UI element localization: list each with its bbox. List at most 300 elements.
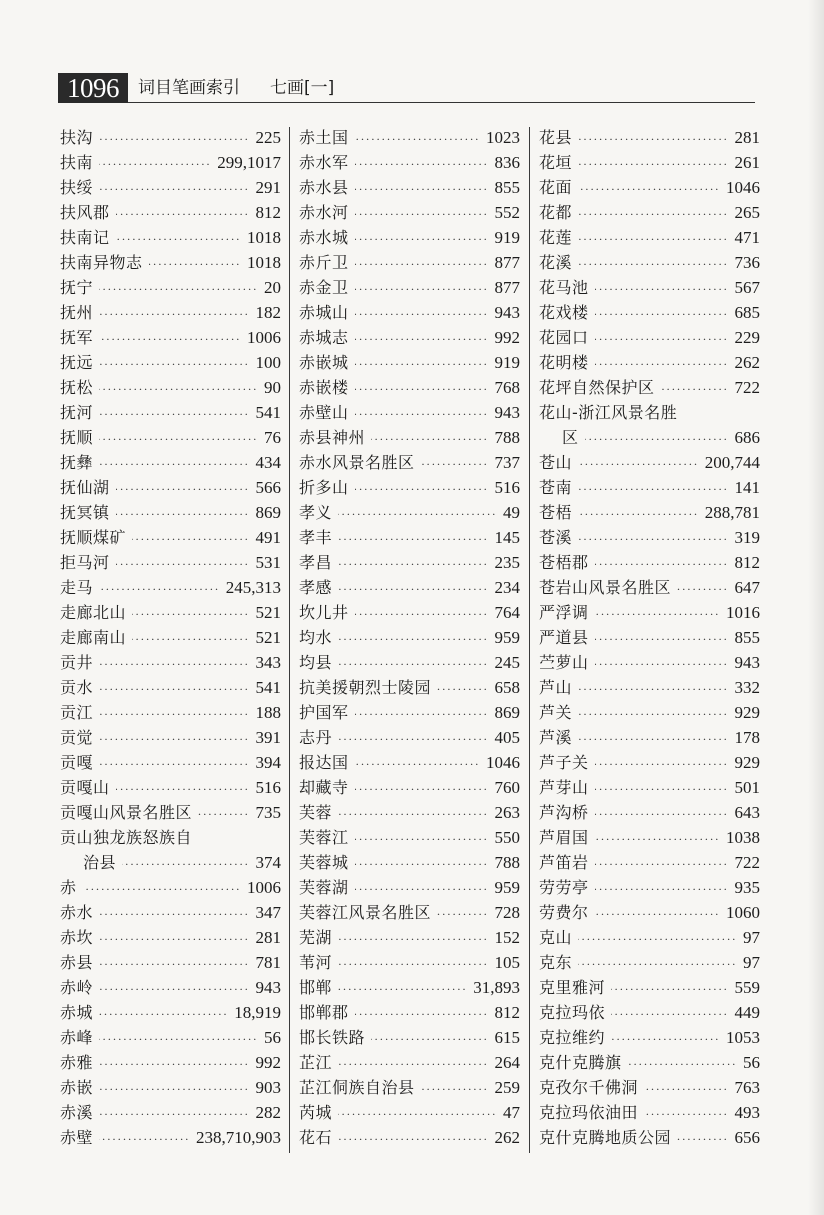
index-entry	[60, 600, 281, 625]
index-entry	[60, 1025, 281, 1050]
dot-leader	[421, 1077, 489, 1100]
entry-term: 克拉维约	[539, 1028, 606, 1047]
index-entry	[539, 825, 760, 850]
dot-leader	[578, 152, 728, 175]
index-entry	[60, 200, 281, 225]
entry-term: 花山-浙江风景名胜	[539, 403, 678, 422]
dot-leader	[338, 652, 488, 675]
index-entry	[299, 900, 520, 925]
entry-term: 孝感	[299, 578, 333, 597]
dot-leader	[578, 952, 737, 975]
entry-page-numbers: 1016	[726, 603, 760, 622]
entry-term: 扶绥	[60, 178, 94, 197]
entry-page-numbers: 145	[494, 528, 520, 547]
entry-term: 花垣	[539, 153, 573, 172]
entry-term: 赤斤卫	[299, 253, 349, 272]
entry-page-numbers: 877	[494, 253, 520, 272]
entry-page-numbers: 935	[734, 878, 760, 897]
dot-leader	[661, 377, 729, 400]
index-entry	[539, 500, 760, 525]
entry-page-numbers: 47	[503, 1103, 520, 1122]
index-entry	[539, 325, 760, 350]
index-entry	[299, 600, 520, 625]
entry-term: 赤城	[60, 1003, 94, 1022]
entry-page-numbers: 332	[734, 678, 760, 697]
entry-term: 邯郸郡	[299, 1003, 349, 1022]
entry-page-numbers: 343	[255, 653, 281, 672]
entry-term: 赤水	[60, 903, 94, 922]
entry-page-numbers: 282	[255, 1103, 281, 1122]
entry-term: 赤峰	[60, 1028, 94, 1047]
entry-term: 抚松	[60, 378, 94, 397]
entry-term: 芦笛岩	[539, 853, 589, 872]
entry-page-numbers: 291	[255, 178, 281, 197]
entry-page-numbers: 1038	[726, 828, 760, 847]
dot-leader	[338, 552, 488, 575]
index-entry	[299, 825, 520, 850]
index-entry	[539, 625, 760, 650]
index-entry	[299, 950, 520, 975]
index-entry	[539, 975, 760, 1000]
dot-leader	[99, 1027, 258, 1050]
entry-term: 孝义	[299, 503, 333, 522]
index-entry	[539, 175, 760, 200]
index-entry	[60, 725, 281, 750]
entry-page-numbers: 559	[734, 978, 760, 997]
entry-term: 赤县神州	[299, 428, 366, 447]
entry-term: 苎萝山	[539, 653, 589, 672]
entry-page-numbers: 200,744	[704, 453, 760, 472]
entry-page-numbers: 264	[494, 1053, 520, 1072]
entry-page-numbers: 1046	[486, 753, 520, 772]
index-column-2	[299, 125, 520, 1150]
index-entry	[299, 925, 520, 950]
dot-leader	[99, 352, 249, 375]
index-entry	[539, 925, 760, 950]
index-entry	[60, 975, 281, 1000]
dot-leader	[122, 852, 249, 875]
entry-term: 贡嘎	[60, 753, 94, 772]
index-entry	[60, 825, 281, 850]
index-entry	[299, 275, 520, 300]
entry-term: 苍溪	[539, 528, 573, 547]
entry-page-numbers: 178	[734, 728, 760, 747]
index-entry	[299, 800, 520, 825]
entry-page-numbers: 728	[494, 903, 520, 922]
entry-page-numbers: 943	[494, 303, 520, 322]
index-entry	[299, 675, 520, 700]
dot-leader	[338, 802, 488, 825]
dot-leader	[338, 502, 497, 525]
dot-leader	[578, 527, 728, 550]
index-entry	[60, 875, 281, 900]
index-entry	[299, 750, 520, 775]
entry-term: 芷江侗族自治县	[299, 1078, 415, 1097]
dot-leader	[198, 802, 249, 825]
entry-term: 抚军	[60, 328, 94, 347]
entry-page-numbers: 1060	[726, 903, 760, 922]
index-entry	[60, 275, 281, 300]
entry-term: 折多山	[299, 478, 349, 497]
dot-leader	[595, 652, 729, 675]
running-header	[58, 73, 755, 103]
entry-term: 苍梧	[539, 503, 573, 522]
dot-leader	[644, 1102, 728, 1125]
dot-leader	[595, 827, 720, 850]
dot-leader	[355, 152, 489, 175]
dot-leader	[595, 777, 729, 800]
entry-term: 抚顺	[60, 428, 94, 447]
entry-term: 孝昌	[299, 553, 333, 572]
index-entry	[539, 850, 760, 875]
index-entry	[539, 700, 760, 725]
index-entry	[60, 675, 281, 700]
index-entry	[539, 575, 760, 600]
index-entry	[60, 750, 281, 775]
dot-leader	[99, 127, 249, 150]
index-entry	[539, 425, 760, 450]
entry-term: 扶风郡	[60, 203, 110, 222]
dot-leader	[611, 1027, 720, 1050]
entry-term: 芮城	[299, 1103, 333, 1122]
entry-page-numbers: 855	[734, 628, 760, 647]
index-entry	[299, 1100, 520, 1125]
entry-term: 芦山	[539, 678, 573, 697]
index-columns	[58, 125, 758, 1155]
index-entry	[539, 300, 760, 325]
entry-page-numbers: 1006	[247, 328, 281, 347]
entry-term: 花面	[539, 178, 573, 197]
index-entry	[60, 250, 281, 275]
entry-page-numbers: 319	[734, 528, 760, 547]
index-entry	[299, 250, 520, 275]
index-entry	[60, 225, 281, 250]
entry-term: 芷江	[299, 1053, 333, 1072]
dot-leader	[99, 377, 258, 400]
dot-leader	[595, 627, 729, 650]
index-entry	[299, 325, 520, 350]
entry-page-numbers: 919	[494, 228, 520, 247]
dot-leader	[355, 402, 489, 425]
index-entry	[60, 550, 281, 575]
index-entry	[539, 200, 760, 225]
entry-term: 赤坎	[60, 928, 94, 947]
entry-term: 严浮调	[539, 603, 589, 622]
entry-term: 赤水军	[299, 153, 349, 172]
entry-term: 扶南	[60, 153, 94, 172]
dot-leader	[595, 352, 729, 375]
entry-term: 抚宁	[60, 278, 94, 297]
entry-term: 芦关	[539, 703, 573, 722]
entry-page-numbers: 736	[734, 253, 760, 272]
index-entry	[60, 900, 281, 925]
dot-leader	[578, 177, 720, 200]
entry-page-numbers: 959	[494, 628, 520, 647]
entry-page-numbers: 245	[494, 653, 520, 672]
entry-page-numbers: 919	[494, 353, 520, 372]
entry-page-numbers: 141	[734, 478, 760, 497]
index-entry	[539, 150, 760, 175]
entry-page-numbers: 531	[255, 553, 281, 572]
dot-leader	[355, 877, 489, 900]
dot-leader	[99, 1002, 228, 1025]
dot-leader	[611, 1002, 728, 1025]
dot-leader	[611, 977, 728, 1000]
dot-leader	[355, 127, 480, 150]
entry-page-numbers: 869	[494, 703, 520, 722]
index-entry	[299, 175, 520, 200]
entry-page-numbers: 943	[734, 653, 760, 672]
index-entry	[60, 575, 281, 600]
entry-page-numbers: 262	[494, 1128, 520, 1147]
index-entry	[539, 725, 760, 750]
entry-term: 克孜尔千佛洞	[539, 1078, 639, 1097]
dot-leader	[578, 477, 728, 500]
dot-leader	[83, 877, 241, 900]
entry-page-numbers: 263	[494, 803, 520, 822]
index-entry	[299, 150, 520, 175]
entry-page-numbers: 768	[494, 378, 520, 397]
dot-leader	[355, 227, 489, 250]
index-entry	[60, 775, 281, 800]
entry-page-numbers: 541	[255, 403, 281, 422]
entry-term: 花坪自然保护区	[539, 378, 655, 397]
entry-term: 花马池	[539, 278, 589, 297]
index-entry	[299, 1000, 520, 1025]
column-divider	[529, 127, 530, 1153]
entry-page-numbers: 471	[734, 228, 760, 247]
entry-term: 花县	[539, 128, 573, 147]
index-entry	[539, 550, 760, 575]
column-divider	[289, 127, 290, 1153]
entry-page-numbers: 501	[734, 778, 760, 797]
dot-leader	[355, 752, 480, 775]
index-entry	[60, 800, 281, 825]
entry-term: 芦芽山	[539, 778, 589, 797]
entry-term: 苍梧郡	[539, 553, 589, 572]
dot-leader	[355, 777, 489, 800]
entry-term: 抚州	[60, 303, 94, 322]
index-entry	[539, 275, 760, 300]
dot-leader	[99, 1127, 190, 1150]
index-entry	[60, 950, 281, 975]
index-entry	[299, 125, 520, 150]
index-entry	[539, 875, 760, 900]
entry-page-numbers: 288,781	[704, 503, 760, 522]
entry-term: 苍岩山风景名胜区	[539, 578, 672, 597]
entry-term: 均县	[299, 653, 333, 672]
entry-term: 却藏寺	[299, 778, 349, 797]
dot-leader	[677, 1127, 728, 1150]
entry-term: 赤城山	[299, 303, 349, 322]
entry-page-numbers: 521	[255, 603, 281, 622]
index-entry	[299, 1125, 520, 1150]
entry-term: 赤县	[60, 953, 94, 972]
dot-leader	[132, 527, 249, 550]
entry-page-numbers: 656	[734, 1128, 760, 1147]
index-entry	[539, 750, 760, 775]
entry-page-numbers: 491	[255, 528, 281, 547]
entry-term: 赤壁	[60, 1128, 94, 1147]
entry-term: 志丹	[299, 728, 333, 747]
entry-term: 芦沟桥	[539, 803, 589, 822]
entry-term: 花莲	[539, 228, 573, 247]
index-entry	[539, 775, 760, 800]
index-entry	[299, 450, 520, 475]
entry-page-numbers: 281	[734, 128, 760, 147]
entry-page-numbers: 225	[255, 128, 281, 147]
index-entry	[299, 475, 520, 500]
entry-term: 赤金卫	[299, 278, 349, 297]
entry-page-numbers: 943	[255, 978, 281, 997]
entry-page-numbers: 493	[734, 1103, 760, 1122]
dot-leader	[99, 452, 249, 475]
dot-leader	[578, 127, 728, 150]
index-entry	[299, 1075, 520, 1100]
entry-term: 邯郸	[299, 978, 333, 997]
index-entry	[60, 150, 281, 175]
dot-leader	[99, 177, 249, 200]
entry-term: 拒马河	[60, 553, 110, 572]
dot-leader	[371, 1027, 488, 1050]
index-entry	[60, 325, 281, 350]
entry-page-numbers: 299,1017	[217, 153, 281, 172]
entry-page-numbers: 347	[255, 903, 281, 922]
entry-page-numbers: 90	[264, 378, 281, 397]
dot-leader	[371, 427, 488, 450]
entry-term: 抚仙湖	[60, 478, 110, 497]
entry-page-numbers: 18,919	[234, 1003, 281, 1022]
dot-leader	[99, 327, 241, 350]
index-entry	[299, 300, 520, 325]
entry-page-numbers: 615	[494, 1028, 520, 1047]
entry-term: 克拉玛依	[539, 1003, 606, 1022]
header-title: 词目笔画索引	[138, 78, 240, 98]
index-entry	[60, 525, 281, 550]
entry-page-numbers: 658	[494, 678, 520, 697]
index-entry	[299, 1050, 520, 1075]
dot-leader	[99, 1077, 249, 1100]
entry-term: 芦子关	[539, 753, 589, 772]
header-section: 七画[一]	[270, 78, 335, 98]
entry-term: 赤嵌	[60, 1078, 94, 1097]
entry-term: 区	[562, 428, 579, 447]
dot-leader	[677, 577, 728, 600]
entry-page-numbers: 1023	[486, 128, 520, 147]
index-entry	[539, 1100, 760, 1125]
dot-leader	[116, 777, 250, 800]
entry-page-numbers: 855	[494, 178, 520, 197]
entry-term: 苍山	[539, 453, 573, 472]
entry-page-numbers: 405	[494, 728, 520, 747]
entry-page-numbers: 20	[264, 278, 281, 297]
dot-leader	[355, 202, 489, 225]
index-entry	[539, 1025, 760, 1050]
entry-page-numbers: 234	[494, 578, 520, 597]
entry-term: 花明楼	[539, 353, 589, 372]
entry-term: 劳费尔	[539, 903, 589, 922]
entry-page-numbers: 516	[494, 478, 520, 497]
entry-term: 芙蓉江	[299, 828, 349, 847]
entry-page-numbers: 550	[494, 828, 520, 847]
entry-page-numbers: 812	[255, 203, 281, 222]
entry-term: 贡嘎山	[60, 778, 110, 797]
entry-page-numbers: 259	[494, 1078, 520, 1097]
entry-term: 花园口	[539, 328, 589, 347]
index-column-3	[539, 125, 760, 1150]
index-entry	[539, 225, 760, 250]
index-entry	[539, 800, 760, 825]
dot-leader	[585, 427, 729, 450]
entry-term: 花溪	[539, 253, 573, 272]
entry-page-numbers: 737	[494, 453, 520, 472]
index-entry	[60, 1075, 281, 1100]
entry-page-numbers: 56	[264, 1028, 281, 1047]
entry-page-numbers: 97	[743, 928, 760, 947]
index-entry	[299, 725, 520, 750]
dot-leader	[644, 1077, 728, 1100]
dot-leader	[132, 602, 249, 625]
entry-page-numbers: 521	[255, 628, 281, 647]
entry-term: 赤水城	[299, 228, 349, 247]
entry-page-numbers: 281	[255, 928, 281, 947]
index-entry	[539, 1000, 760, 1025]
index-entry	[60, 475, 281, 500]
dot-leader	[99, 277, 258, 300]
index-entry	[299, 425, 520, 450]
entry-page-numbers: 992	[494, 328, 520, 347]
entry-term: 赤岭	[60, 978, 94, 997]
entry-term: 抚彝	[60, 453, 94, 472]
entry-page-numbers: 959	[494, 878, 520, 897]
entry-term: 苍南	[539, 478, 573, 497]
dot-leader	[116, 502, 250, 525]
index-entry	[539, 125, 760, 150]
dot-leader	[99, 752, 249, 775]
entry-term: 芦溪	[539, 728, 573, 747]
dot-leader	[116, 477, 250, 500]
index-entry	[539, 1050, 760, 1075]
dot-leader	[595, 302, 729, 325]
index-entry	[60, 425, 281, 450]
entry-page-numbers: 76	[264, 428, 281, 447]
entry-page-numbers: 1006	[247, 878, 281, 897]
dot-leader	[116, 227, 241, 250]
entry-term: 贡江	[60, 703, 94, 722]
entry-page-numbers: 1018	[247, 228, 281, 247]
dot-leader	[99, 652, 249, 675]
dot-leader	[338, 727, 488, 750]
index-entry	[299, 375, 520, 400]
index-entry	[60, 400, 281, 425]
entry-term: 赤土国	[299, 128, 349, 147]
entry-page-numbers: 812	[734, 553, 760, 572]
dot-leader	[578, 702, 728, 725]
entry-term: 克拉玛依油田	[539, 1103, 639, 1122]
entry-term: 花戏楼	[539, 303, 589, 322]
index-entry	[299, 625, 520, 650]
entry-page-numbers: 182	[255, 303, 281, 322]
dot-leader	[338, 577, 488, 600]
index-entry	[60, 175, 281, 200]
entry-page-numbers: 541	[255, 678, 281, 697]
entry-term: 坎儿井	[299, 603, 349, 622]
index-entry	[539, 675, 760, 700]
entry-term: 芜湖	[299, 928, 333, 947]
entry-page-numbers: 100	[255, 353, 281, 372]
dot-leader	[355, 352, 489, 375]
index-entry	[60, 850, 281, 875]
